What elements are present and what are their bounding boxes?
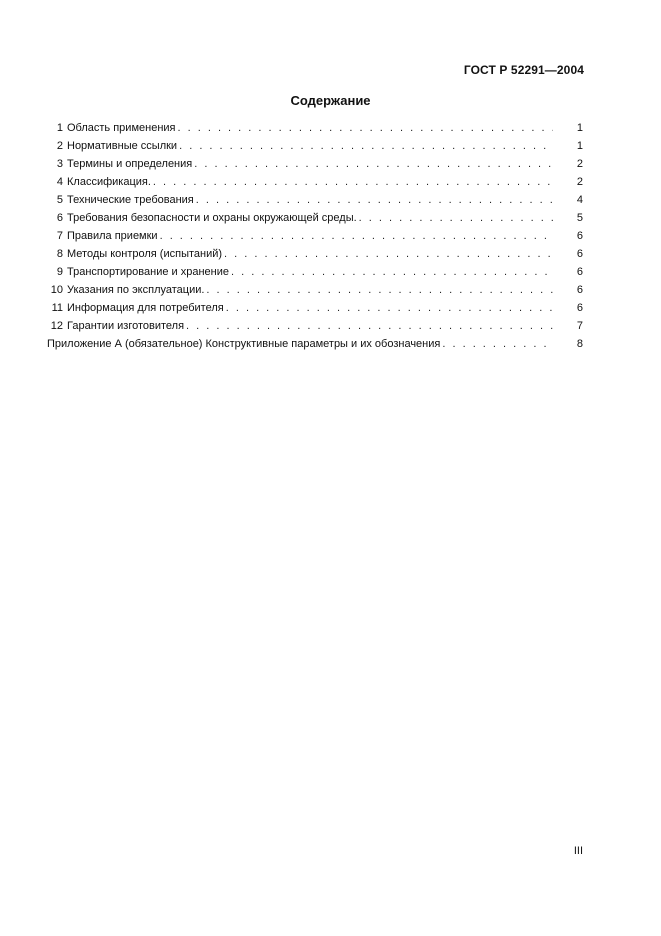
toc-item-label: Методы контроля (испытаний) (67, 248, 223, 260)
toc-item[interactable] (47, 245, 583, 263)
dot-leader (178, 119, 554, 137)
toc-item-label: Термины и определения (67, 158, 193, 170)
toc-item-number: 3 (56, 158, 63, 170)
toc-item[interactable] (47, 227, 583, 245)
toc-item-label: Гарантии изготовителя (67, 320, 185, 332)
toc-item-page: 4 (576, 194, 583, 206)
toc-appendix-page: 8 (576, 338, 583, 350)
toc-item-number: 8 (56, 248, 63, 260)
dot-leader (231, 263, 553, 281)
page-number: III (573, 845, 583, 857)
toc-item[interactable] (47, 299, 583, 317)
toc-item-number: 4 (56, 176, 63, 188)
toc-item[interactable] (47, 263, 583, 281)
document-code: ГОСТ Р 52291—2004 (463, 63, 584, 77)
toc-item-page: 7 (576, 320, 583, 332)
toc-item-number: 6 (56, 212, 63, 224)
toc-item-number: 9 (56, 266, 63, 278)
dot-leader (196, 191, 553, 209)
toc-item-page: 1 (576, 122, 583, 134)
toc-item-label: Указания по эксплуатации. (67, 284, 205, 296)
toc-item-number: 2 (56, 140, 63, 152)
toc-item-page: 2 (576, 176, 583, 188)
dot-leader (224, 245, 553, 263)
toc-item-label: Информация для потребителя (67, 302, 224, 314)
toc-item[interactable] (47, 191, 583, 209)
toc-item[interactable] (47, 317, 583, 335)
toc-item-number: 11 (51, 302, 63, 314)
dot-leader (179, 137, 553, 155)
toc-item-page: 2 (576, 158, 583, 170)
dot-leader (186, 317, 553, 335)
toc-title: Содержание (290, 93, 371, 108)
dot-leader (206, 281, 553, 299)
toc-item[interactable] (47, 281, 583, 299)
toc-item-label: Транспортирование и хранение (67, 266, 229, 278)
dot-leader (359, 209, 553, 227)
toc-appendix-label: Приложение А (обязательное) Конструктивные параметры и их обозначения (47, 338, 441, 350)
toc-item-label: Классификация. (67, 176, 151, 188)
dot-leader (160, 227, 553, 245)
toc-item-number: 7 (56, 230, 63, 242)
dot-leader (442, 335, 553, 353)
toc-item-page: 6 (576, 302, 583, 314)
dot-leader (194, 155, 553, 173)
toc-item[interactable] (47, 173, 583, 191)
toc-item-page: 6 (576, 284, 583, 296)
toc-item[interactable] (47, 155, 583, 173)
toc-item-label: Правила приемки (67, 230, 158, 242)
toc-item-page: 1 (576, 140, 583, 152)
toc-item-label: Область применения (67, 122, 176, 134)
toc-item-number: 12 (50, 320, 63, 332)
table-of-contents (47, 119, 583, 353)
toc-item-page: 5 (576, 212, 583, 224)
toc-item-page: 6 (576, 248, 583, 260)
toc-item-page: 6 (576, 266, 583, 278)
dot-leader (153, 173, 553, 191)
toc-item-label: Требования безопасности и охраны окружающей среды. (67, 212, 357, 224)
toc-item-label: Технические требования (67, 194, 194, 206)
toc-item-number: 1 (56, 122, 63, 134)
toc-item-page: 6 (576, 230, 583, 242)
toc-item-number: 10 (50, 284, 63, 296)
toc-item-number: 5 (56, 194, 63, 206)
toc-item-label: Нормативные ссылки (67, 140, 178, 152)
toc-item[interactable] (47, 137, 583, 155)
dot-leader (226, 299, 553, 317)
toc-item[interactable] (47, 209, 583, 227)
toc-item[interactable] (47, 119, 583, 137)
toc-appendix-item[interactable] (47, 335, 583, 353)
